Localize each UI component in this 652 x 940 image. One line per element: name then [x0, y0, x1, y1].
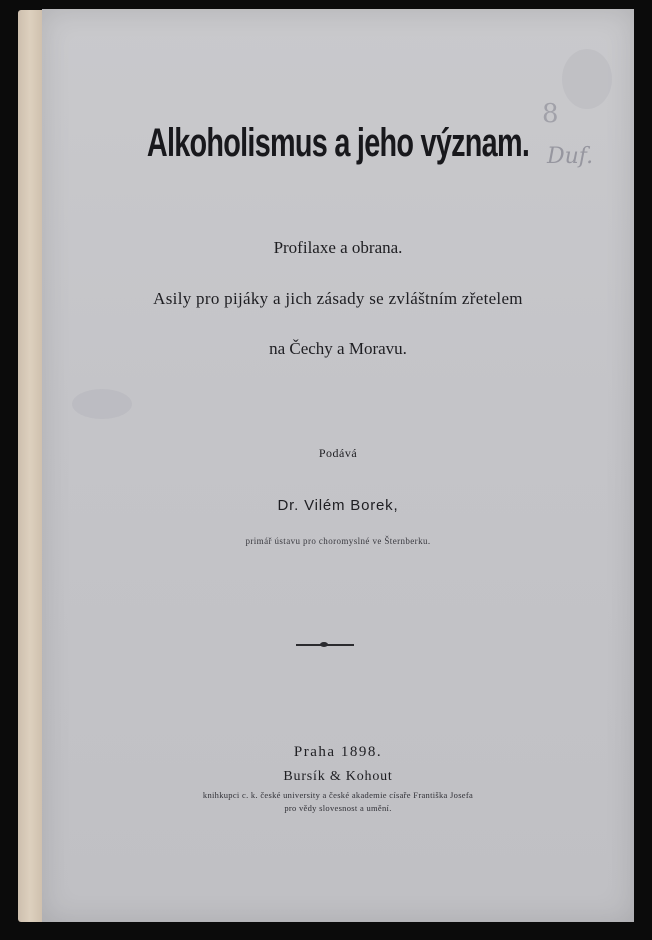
author-role: primář ústavu pro choromyslné ve Šternberku.: [245, 536, 431, 546]
publisher-name: Bursík & Kohout: [283, 769, 393, 784]
paper-stain: [562, 49, 612, 109]
presented-by: Podává: [318, 446, 358, 460]
handwritten-mark: Duf.: [547, 144, 594, 169]
publisher-note: pro vědy slovesnost a umění.: [284, 803, 392, 813]
subtitle-line: Asily pro pijáky a jich zásady se zvláštním zřetelem: [153, 289, 523, 308]
book-cover: [42, 9, 634, 922]
paper-stain: [72, 389, 132, 419]
book-title: Alkoholismus a jeho význam.: [146, 121, 530, 165]
place-year: Praha 1898.: [293, 744, 383, 760]
publisher-note: knihkupci c. k. české university a české akademie císaře Františka Josefa: [202, 790, 474, 800]
author-name: Dr. Vilém Borek,: [277, 497, 399, 514]
handwritten-mark: 8: [542, 99, 559, 129]
ornament-divider: [296, 644, 354, 646]
subtitle-line: na Čechy a Moravu.: [269, 339, 407, 358]
subtitle-line: Profilaxe a obrana.: [273, 238, 403, 257]
